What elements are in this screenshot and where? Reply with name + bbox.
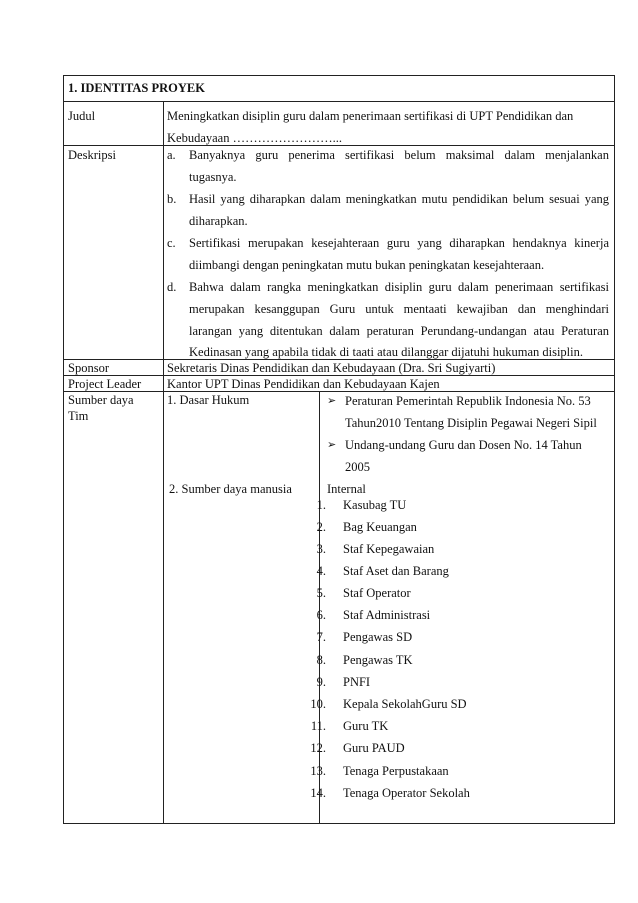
sumber-daya-label: Sumber daya xyxy=(68,393,134,407)
list-marker: a. xyxy=(167,148,176,162)
internal-item: Staf Operator xyxy=(343,586,411,600)
sdm-label: 2. Sumber daya manusia xyxy=(169,482,292,496)
list-number: 2. xyxy=(316,520,326,534)
list-number: 6. xyxy=(316,608,326,622)
deskripsi-item-d-line-1: Bahwa dalam rangka meningkatkan disiplin guru dalam penerimaan sertifikasi xyxy=(189,280,609,294)
internal-item: Guru PAUD xyxy=(343,741,405,755)
deskripsi-item-d-line-4: Kedinasan yang apabila tidak di taati atau dilanggar dijatuhi hukuman disiplin. xyxy=(189,345,583,359)
internal-item: Guru TK xyxy=(343,719,389,733)
list-number: 8. xyxy=(316,653,326,667)
row-divider xyxy=(63,101,615,102)
list-number: 1. xyxy=(316,498,326,512)
internal-item: Kepala SekolahGuru SD xyxy=(343,697,467,711)
judul-line-2: Kebudayaan ……………………... xyxy=(167,131,342,145)
internal-item: Pengawas TK xyxy=(343,653,413,667)
internal-item: Staf Kepegawaian xyxy=(343,542,435,556)
deskripsi-item-d-line-3: larangan yang ditentukan dalam peraturan Perundang-undangan atau Peraturan xyxy=(189,324,609,338)
list-number: 11. xyxy=(310,719,326,733)
list-number: 14. xyxy=(310,786,326,800)
deskripsi-item-b-line-2: diharapkan. xyxy=(189,214,248,228)
section-title: 1. IDENTITAS PROYEK xyxy=(68,81,205,95)
list-marker: d. xyxy=(167,280,177,294)
deskripsi-label: Deskripsi xyxy=(68,148,116,162)
internal-item: Pengawas SD xyxy=(343,630,413,644)
judul-label: Judul xyxy=(68,109,96,123)
internal-item: Tenaga Perpustakaan xyxy=(343,764,449,778)
project-identity-table xyxy=(63,75,615,824)
hukum-item-1-line-2: Tahun2010 Tentang Disiplin Pegawai Negeri Sipil xyxy=(345,416,597,430)
deskripsi-item-a-line-2: tugasnya. xyxy=(189,170,237,184)
project-leader-label: Project Leader xyxy=(68,377,142,391)
list-number: 13. xyxy=(310,764,326,778)
list-number: 9. xyxy=(316,675,326,689)
sponsor-label: Sponsor xyxy=(68,361,109,375)
internal-label: Internal xyxy=(327,482,366,496)
arrow-bullet-icon: ➢ xyxy=(327,439,337,451)
list-number: 3. xyxy=(316,542,326,556)
sumber-daya-label-tim: Tim xyxy=(68,409,89,423)
list-number: 10. xyxy=(310,697,326,711)
project-leader-value: Kantor UPT Dinas Pendidikan dan Kebudayaan Kajen xyxy=(167,377,440,391)
list-number: 5. xyxy=(316,586,326,600)
judul-line-1: Meningkatkan disiplin guru dalam penerimaan sertifikasi di UPT Pendidikan dan xyxy=(167,109,574,123)
dasar-hukum-label: 1. Dasar Hukum xyxy=(167,393,250,407)
table-border-right xyxy=(614,75,615,824)
deskripsi-item-d-line-2: merupakan kesanggupan Guru untuk mentaati kewajiban dan menghindari xyxy=(189,302,609,316)
table-border-bottom xyxy=(63,823,615,824)
internal-item: PNFI xyxy=(343,675,371,689)
list-marker: c. xyxy=(167,236,176,250)
deskripsi-item-a-line-1: Banyaknya guru penerima sertifikasi belum maksimal dalam menjalankan xyxy=(189,148,609,162)
hukum-item-1-line-1: Peraturan Pemerintah Republik Indonesia No. 53 xyxy=(345,394,591,408)
list-number: 4. xyxy=(316,564,326,578)
internal-item: Kasubag TU xyxy=(343,498,407,512)
hukum-item-2-line-2: 2005 xyxy=(345,460,370,474)
internal-item: Staf Aset dan Barang xyxy=(343,564,449,578)
deskripsi-item-c-line-2: diimbangi dengan peningkatan mutu bukan peningkatan kesejahteraan. xyxy=(189,258,545,272)
table-border-top xyxy=(63,75,615,76)
arrow-bullet-icon: ➢ xyxy=(327,395,337,407)
list-marker: b. xyxy=(167,192,177,206)
deskripsi-item-b-line-1: Hasil yang diharapkan dalam meningkatkan mutu pendidikan belum sesuai yang xyxy=(189,192,609,206)
internal-item: Staf Administrasi xyxy=(343,608,431,622)
table-border-left xyxy=(63,75,64,824)
deskripsi-item-c-line-1: Sertifikasi merupakan kesejahteraan guru yang diharapkan hendaknya kinerja xyxy=(189,236,609,250)
hukum-item-2-line-1: Undang-undang Guru dan Dosen No. 14 Tahun xyxy=(345,438,582,452)
list-number: 7. xyxy=(316,630,326,644)
sponsor-value: Sekretaris Dinas Pendidikan dan Kebudayaan (Dra. Sri Sugiyarti) xyxy=(167,361,496,375)
internal-item: Tenaga Operator Sekolah xyxy=(343,786,470,800)
list-number: 12. xyxy=(310,741,326,755)
column-divider xyxy=(163,101,164,824)
internal-item: Bag Keuangan xyxy=(343,520,417,534)
